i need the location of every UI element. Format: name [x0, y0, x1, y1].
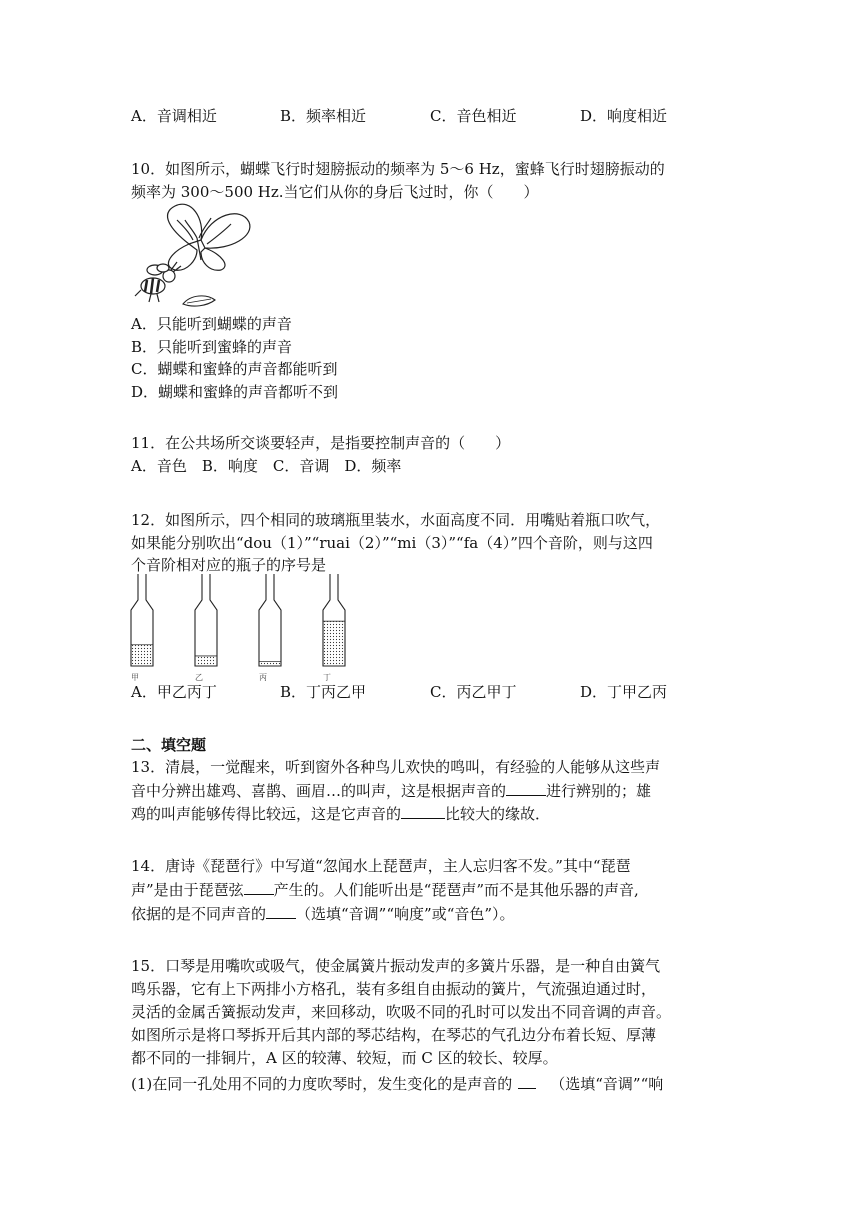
q15-line6 — [131, 1073, 663, 1095]
q13-line3b: 比较大的缘故． — [445, 805, 551, 823]
bottle-yi — [195, 574, 217, 666]
bottles-figure — [128, 572, 358, 672]
bottle-ding-water — [324, 621, 344, 666]
q12-stem-line3: 个音阶相对应的瓶子的序号是 — [131, 556, 327, 574]
q12-option-b: B．丁丙乙甲 — [280, 683, 367, 701]
q13-line3a: 鸡的叫声能够传得比较远，这是它声音的 — [131, 805, 402, 823]
q9-option-d: D．响度相近 — [580, 107, 668, 125]
bottle-bing-water — [260, 662, 280, 666]
bottle-jia-water — [132, 645, 152, 666]
q9-option-b: B．频率相近 — [280, 107, 367, 125]
q14-line2b: 产生的。人们能听出是“琵琶声”而不是其他乐器的声音, — [273, 881, 639, 899]
q15-line2: 鸣乐器，它有上下两排小方格孔，装有多组自由振动的簧片，气流强迫通过时， — [131, 980, 657, 998]
q12-option-c: C．丙乙甲丁 — [430, 683, 517, 701]
bottle-label-jia: 甲 — [131, 673, 139, 682]
q10-option-d: D．蝴蝶和蜜蜂的声音都听不到 — [131, 383, 339, 401]
bottle-bing — [259, 574, 281, 666]
section-title: 二、填空题 — [131, 736, 207, 754]
q10-option-c: C．蝴蝶和蜜蜂的声音都能听到 — [131, 360, 338, 378]
q13-line2-text: 音中分辨出雄鸡、喜鹊、画眉…的叫声，这是根据声音的 — [131, 782, 507, 800]
q12-stem-line2: 如果能分别吹出“dou（1）”“ruai（2）”“mi（3）”“fa（4）”四个音阶，则与这四 — [131, 534, 653, 552]
q12-stem-line1: 12．如图所示，四个相同的玻璃瓶里装水，水面高度不同．用嘴贴着瓶口吹气， — [131, 511, 661, 529]
bee-figure — [135, 262, 181, 302]
q14-line3 — [131, 903, 515, 925]
q10-stem-line1: 10．如图所示，蝴蝶飞行时翅膀振动的频率为 5～6 Hz，蜜蜂飞行时翅膀振动的 — [131, 160, 665, 178]
q15-line3: 灵活的金属舌簧振动发声，来回移动，吹吸不同的孔时可以发出不同音调的声音。 — [131, 1003, 672, 1021]
q15-line6a: (1)在同一孔处用不同的力度吹琴时，发生变化的是声音的 — [131, 1075, 513, 1093]
q15-blank-1[interactable] — [518, 1074, 536, 1089]
bottle-label-bing: 丙 — [259, 673, 267, 682]
q11-stem: 11．在公共场所交谈要轻声，是指要控制声音的（ ） — [131, 434, 511, 452]
q14-line3b: （选填“音调”“响度”或“音色”）。 — [296, 905, 515, 923]
q10-stem-line2: 频率为 300～500 Hz.当它们从你的身后飞过时，你（ ） — [131, 183, 539, 201]
q14-line3a: 依据的是不同声音的 — [131, 905, 267, 923]
q13-blank-1[interactable] — [506, 781, 546, 796]
q14-line1: 14．唐诗《琵琶行》中写道“忽闻水上琵琶声，主人忘归客不发。”其中“琵琶 — [131, 857, 631, 875]
q13-line2-after: 进行辨别的；雄 — [546, 782, 652, 800]
bottle-yi-water — [196, 656, 216, 666]
q13-line3 — [131, 803, 550, 825]
q13-line1: 13．清晨，一觉醒来，听到窗外各种鸟儿欢快的鸣叫，有经验的人能够从这些声 — [131, 758, 661, 776]
q9-option-c: C．音色相近 — [430, 107, 517, 125]
q15-line4: 如图所示是将口琴拆开后其内部的琴芯结构，在琴芯的气孔边分布着长短、厚薄 — [131, 1026, 657, 1044]
q10-option-a: A．只能听到蝴蝶的声音 — [131, 315, 292, 333]
q14-blank-2[interactable] — [266, 904, 296, 919]
q15-line6b: （选填“音调”“响 — [550, 1075, 664, 1093]
butterfly-figure — [168, 204, 250, 270]
q14-blank-1[interactable] — [244, 880, 274, 895]
q14-line2 — [131, 879, 639, 901]
q15-line5: 都不同的一排铜片，A 区的较薄、较短，而 C 区的较长、较厚。 — [131, 1049, 558, 1067]
q12-option-a: A．甲乙丙丁 — [131, 683, 217, 701]
butterfly-bee-illustration — [131, 200, 261, 308]
bottle-label-yi: 乙 — [195, 673, 203, 682]
q13-line2 — [131, 780, 651, 802]
q10-option-b: B．只能听到蜜蜂的声音 — [131, 338, 293, 356]
bottle-label-ding: 丁 — [323, 673, 331, 682]
q14-line2a: 声”是由于琵琶弦 — [131, 881, 244, 899]
q11-options: A．音色 B．响度 C．音调 D．频率 — [131, 457, 402, 475]
q15-line1: 15．口琴是用嘴吹或吸气，使金属簧片振动发声的多簧片乐器，是一种自由簧气 — [131, 957, 661, 975]
q13-blank-2[interactable] — [401, 804, 445, 819]
q12-option-d: D．丁甲乙丙 — [580, 683, 668, 701]
q9-option-a: A．音调相近 — [131, 107, 217, 125]
